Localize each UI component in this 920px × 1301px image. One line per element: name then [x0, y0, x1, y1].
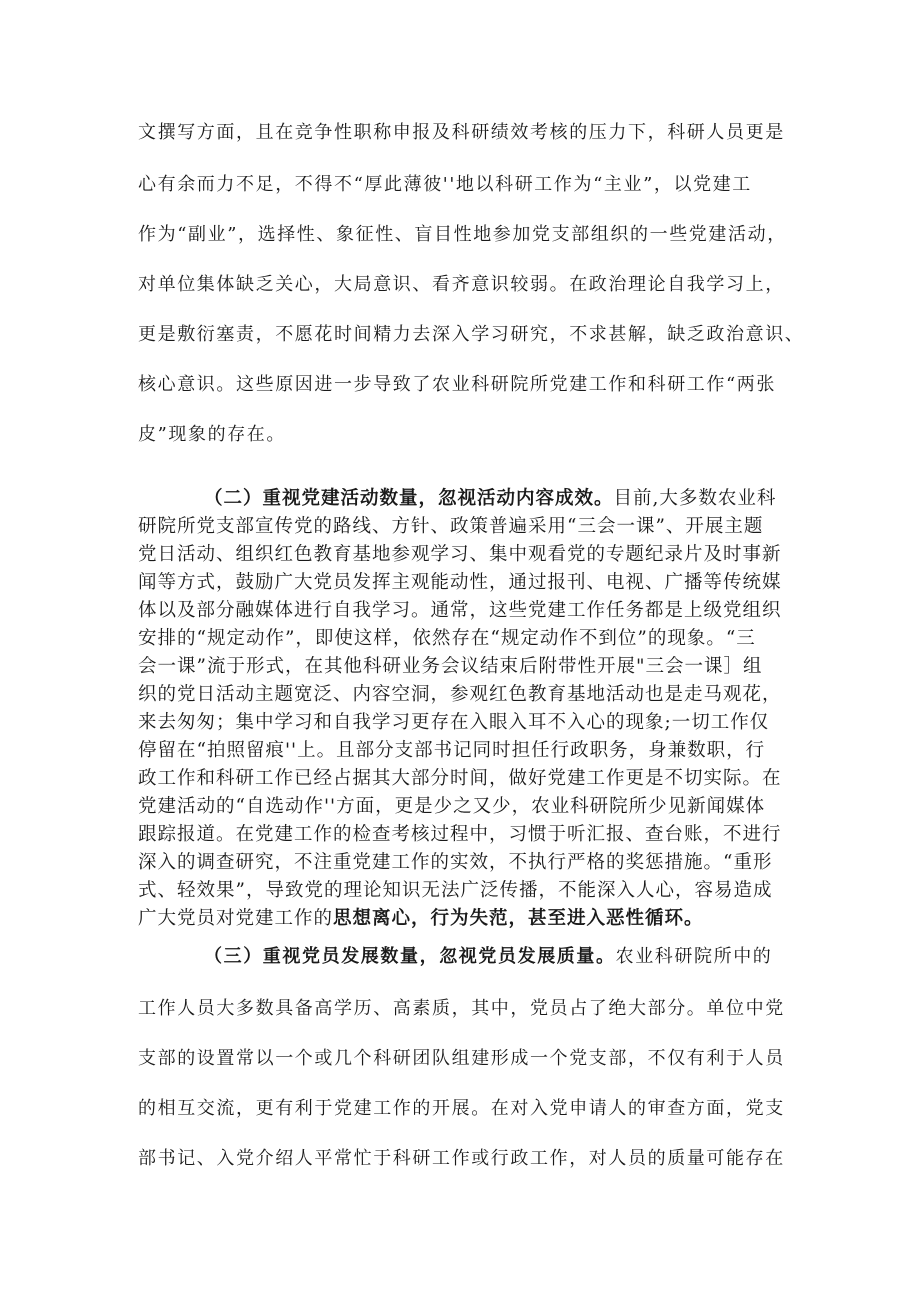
paragraph-line: 皮”现象的存在。 — [138, 424, 287, 445]
paragraph-text: 目前,大多数农业科 — [613, 488, 777, 509]
paragraph-line: 作为“副业”，选择性、象征性、盲目性地参加党支部组织的一些党建活动， — [138, 224, 787, 245]
paragraph-line — [204, 942, 798, 968]
paragraph-line: 闻等方式，鼓励广大党员发挥主观能动性，通过报刊、电视、广播等传统媒 — [138, 572, 782, 593]
paragraph-line: 文撰写方面，且在竞争性职称申报及科研绩效考核的压力下，科研人员更是 — [138, 122, 785, 143]
paragraph-line: 更是敷衍塞责，不愿花时间精力去深入学习研究，不求甚解，缺乏政治意识、 — [138, 324, 805, 345]
paragraph-line: 停留在“拍照留痕''上。且部分支部书记同时担任行政职务，身兼数职，行 — [138, 740, 766, 761]
paragraph-line — [138, 904, 798, 930]
paragraph-line: 支部的设置常以一个或几个科研团队组建形成一个党支部，不仅有利于人员 — [138, 1048, 785, 1069]
paragraph-line: 研院所党支部宣传党的路线、方针、政策普遍采用“三会一课”、开展主题 — [138, 516, 764, 537]
section-heading: （二）重视党建活动数量，忽视活动内容成效。 — [204, 488, 614, 509]
paragraph-text: 农业科研院所中的 — [615, 946, 773, 967]
emphasis-text: 思想离心，行为失范，甚至进入恶性循环。 — [333, 908, 704, 929]
paragraph-line: 安排的“规定动作”，即使这样，依然存在“规定动作不到位”的现象。“三 — [138, 628, 756, 649]
paragraph-line: 对单位集体缺乏关心，大局意识、看齐意识较弱。在政治理论自我学习上， — [138, 274, 785, 295]
paragraph-line: 来去匆匆；集中学习和自我学习更存在入眼入耳不入心的现象;一切工作仅 — [138, 712, 770, 733]
paragraph-line: 织的党日活动主题宽泛、内容空洞，参观红色教育基地活动也是走马观花， — [138, 684, 782, 705]
paragraph-line: 党建活动的“自选动作''方面，更是少之又少，农业科研院所少见新闻媒体 — [138, 796, 766, 817]
paragraph-line: 工作人员大多数具备高学历、高素质，其中，党员占了绝大部分。单位中党 — [138, 998, 785, 1019]
paragraph-line: 深入的调查研究，不注重党建工作的实效，不执行严格的奖惩措施。“重形 — [138, 852, 773, 873]
section-heading: （三）重视党员发展数量，忽视党员发展质量。 — [204, 946, 616, 967]
paragraph-line: 的相互交流，更有利于党建工作的开展。在对入党申请人的审查方面，党支 — [138, 1098, 785, 1119]
paragraph-line: 党日活动、组织红色教育基地参观学习、集中观看党的专题纪录片及时事新 — [138, 544, 782, 565]
paragraph-line: 式、轻效果”，导致党的理论知识无法广泛传播，不能深入人心，容易造成 — [138, 880, 773, 901]
paragraph-line: 会一课”流于形式，在其他科研业务会议结束后附带性开展"三会一课］组 — [138, 656, 763, 677]
paragraph-line: 跟踪报道。在党建工作的检查考核过程中，习惯于听汇报、查台账，不进行 — [138, 824, 782, 845]
paragraph-line: 部书记、入党介绍人平常忙于科研工作或行政工作，对人员的质量可能存在 — [138, 1148, 785, 1169]
paragraph-line: 核心意识。这些原因进一步导致了农业科研院所党建工作和科研工作“两张 — [138, 374, 776, 395]
paragraph-text: 广大党员对党建工作的 — [138, 908, 334, 929]
paragraph-line: 体以及部分融媒体进行自我学习。通常，这些党建工作任务都是上级党组织 — [138, 600, 782, 621]
paragraph-line: 政工作和科研工作已经占据其大部分时间，做好党建工作更是不切实际。在 — [138, 768, 782, 789]
paragraph-line — [204, 484, 798, 510]
paragraph-line: 心有余而力不足，不得不“厚此薄彼''地以科研工作为“主业”，以党建工 — [138, 174, 752, 195]
